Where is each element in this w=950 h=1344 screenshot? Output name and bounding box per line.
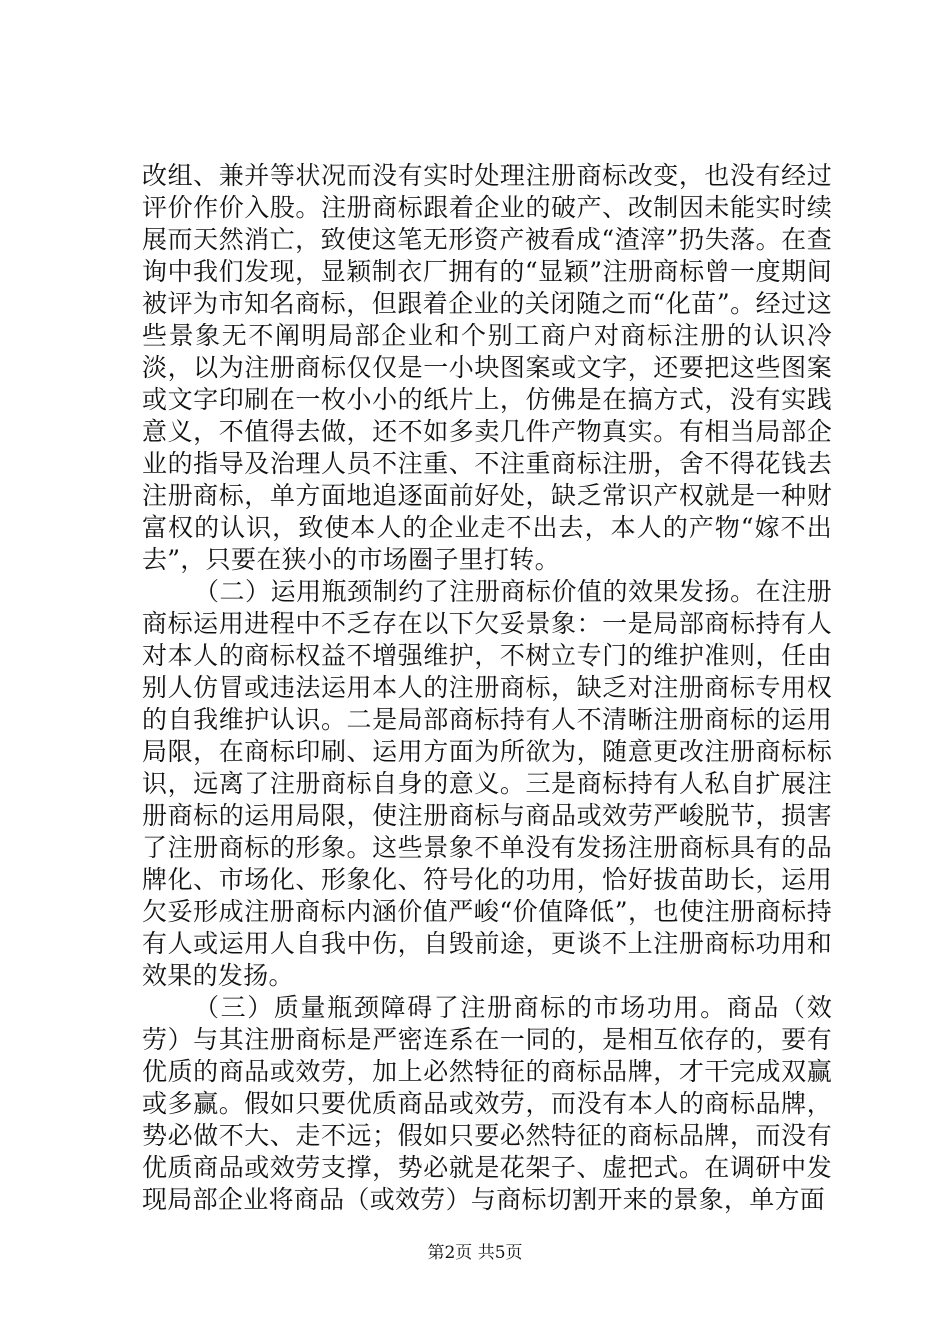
page-number-footer: 第2页 共5页: [427, 1243, 523, 1263]
document-body: [142, 160, 832, 1216]
paragraph-1: 改组、兼并等状况而没有实时处理注册商标改变，也没有经过评价作价入股。注册商标跟着企业的破产、改制因未能实时续展而天然消亡，致使这笔无形资产被看成“渣滓”扔失落。在查询中我们发现，显颖制衣厂拥有的“显颖”注册商标曾一度期间被评为市知名商标，但跟着企业的关闭随之而“化苗”。经过这些景象无不阐明局部企业和个别工商户对商标注册的认识冷淡，以为注册商标仅仅是一小块图案或文字，还要把这些图案或文字印刷在一枚小小的纸片上，仿佛是在搞方式，没有实践意义，不值得去做，还不如多卖几件产物真实。有相当局部企业的指导及治理人员不注重、不注重商标注册，舍不得花钱去注册商标，单方面地追逐面前好处，缺乏常识产权就是一种财富权的认识，致使本人的企业走不出去，本人的产物“嫁不出去”，只要在狭小的市场圈子里打转。: [142, 161, 832, 574]
paragraph-2: （二）运用瓶颈制约了注册商标价值的效果发扬。在注册商标运用进程中不乏存在以下欠妥景象：一是局部商标持有人对本人的商标权益不增强维护，不树立专门的维护准则，任由别人仿冒或违法运用本人的注册商标，缺乏对注册商标专用权的自我维护认识。二是局部商标持有人不清晰注册商标的运用局限，在商标印刷、运用方面为所欲为，随意更改注册商标标识，远离了注册商标自身的意义。三是商标持有人私自扩展注册商标的运用局限，使注册商标与商品或效劳严峻脱节，损害了注册商标的形象。这些景象不单没有发扬注册商标具有的品牌化、市场化、形象化、符号化的功用，恰好拔苗助长，运用欠妥形成注册商标内涵价值严峻“价值降低”，也使注册商标持有人或运用人自我中伤，自毁前途，更谈不上注册商标功用和效果的发扬。: [142, 577, 832, 990]
paragraph-3: （三）质量瓶颈障碍了注册商标的市场功用。商品（效劳）与其注册商标是严密连系在一同的，是相互依存的，要有优质的商品或效劳，加上必然特征的商标品牌，才干完成双赢或多赢。假如只要优质商品或效劳，而没有本人的商标品牌，势必做不大、走不远；假如只要必然特征的商标品牌，而没有优质商品或效劳支撑，势必就是花架子、虚把式。在调研中发现局部企业将商品（或效劳）与商标切割开来的景象，单方面: [142, 993, 832, 1214]
